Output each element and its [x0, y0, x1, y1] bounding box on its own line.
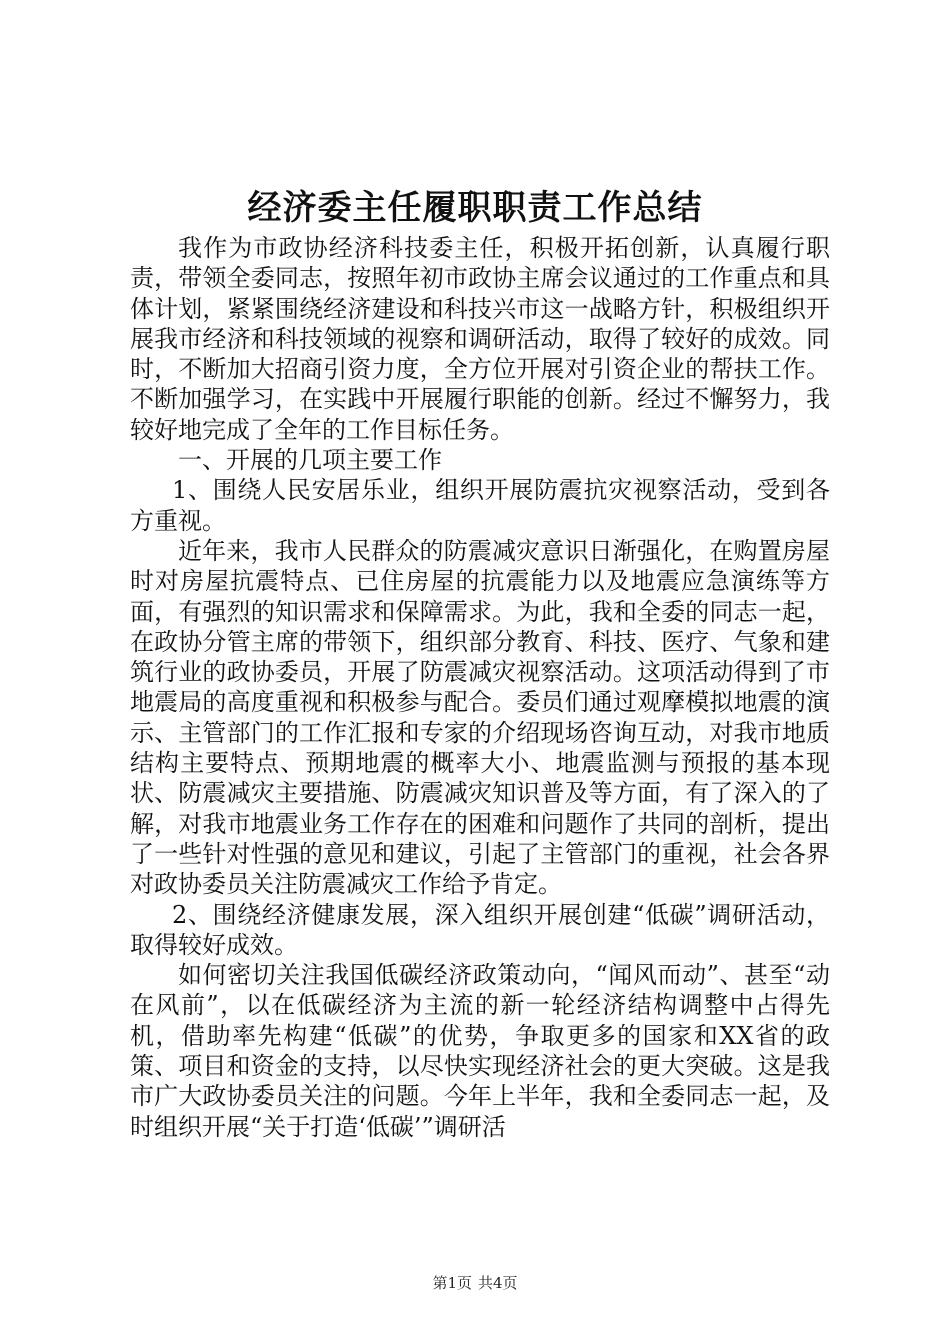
document-body [130, 233, 830, 1142]
paragraph-low-carbon-details: 如何密切关注我国低碳经济政策动向，“闻风而动”、甚至“动在风前”，以在低碳经济为主流的新一轮经济结构调整中占得先机，借助率先构建“低碳”的优势，争取更多的国家和XX省的政策、项目和资金的支持，以尽快实现经济社会的更大突破。这是我市广大政协委员关注的问题。今年上半年，我和全委同志一起，及时组织开展“关于打造‘低碳’”调研活 [130, 961, 830, 1141]
subheading-low-carbon-research: 2、围绕经济健康发展，深入组织开展创建“低碳”调研活动，取得较好成效。 [130, 900, 830, 959]
paragraph-intro: 我作为市政协经济科技委主任，积极开拓创新，认真履行职责，带领全委同志，按照年初市政协主席会议通过的工作重点和具体计划，紧紧围绕经济建设和科技兴市这一战略方针，积极组织开展我市经济和科技领域的视察和调研活动，取得了较好的成效。同时，不断加大招商引资力度，全方位开展对引资企业的帮扶工作。不断加强学习，在实践中开展履行职能的创新。经过不懈努力，我较好地完成了全年的工作目标任务。 [130, 234, 830, 444]
document-title: 经济委主任履职职责工作总结 [247, 188, 703, 228]
subheading-earthquake-inspection: 1、围绕人民安居乐业，组织开展防震抗灾视察活动，受到各方重视。 [130, 476, 830, 535]
section-heading-main-work: 一、开展的几项主要工作 [178, 446, 442, 475]
page-number: 第1页 [432, 1274, 472, 1292]
paragraph-earthquake-details: 近年来，我市人民群众的防震减灾意识日渐强化，在购置房屋时对房屋抗震特点、已住房屋的抗震能力以及地震应急演练等方面，有强烈的知识需求和保障需求。为此，我和全委的同志一起，在政协分管主席的带领下，组织部分教育、科技、医疗、气象和建筑行业的政协委员，开展了防震减灾视察活动。这项活动得到了市地震局的高度重视和积极参与配合。委员们通过观摩模拟地震的演示、主管部门的工作汇报和专家的介绍现场咨询互动，对我市地质结构主要特点、预期地震的概率大小、地震监测与预报的基本现状、防震减灾主要措施、防震减灾知识普及等方面，有了深入的了解，对我市地震业务工作存在的困难和问题作了共同的剖析，提出了一些针对性强的意见和建议，引起了主管部门的重视，社会各界对政协委员关注防震减灾工作给予肯定。 [130, 536, 830, 899]
page-footer [0, 1273, 950, 1293]
page-total: 共4页 [478, 1274, 518, 1292]
